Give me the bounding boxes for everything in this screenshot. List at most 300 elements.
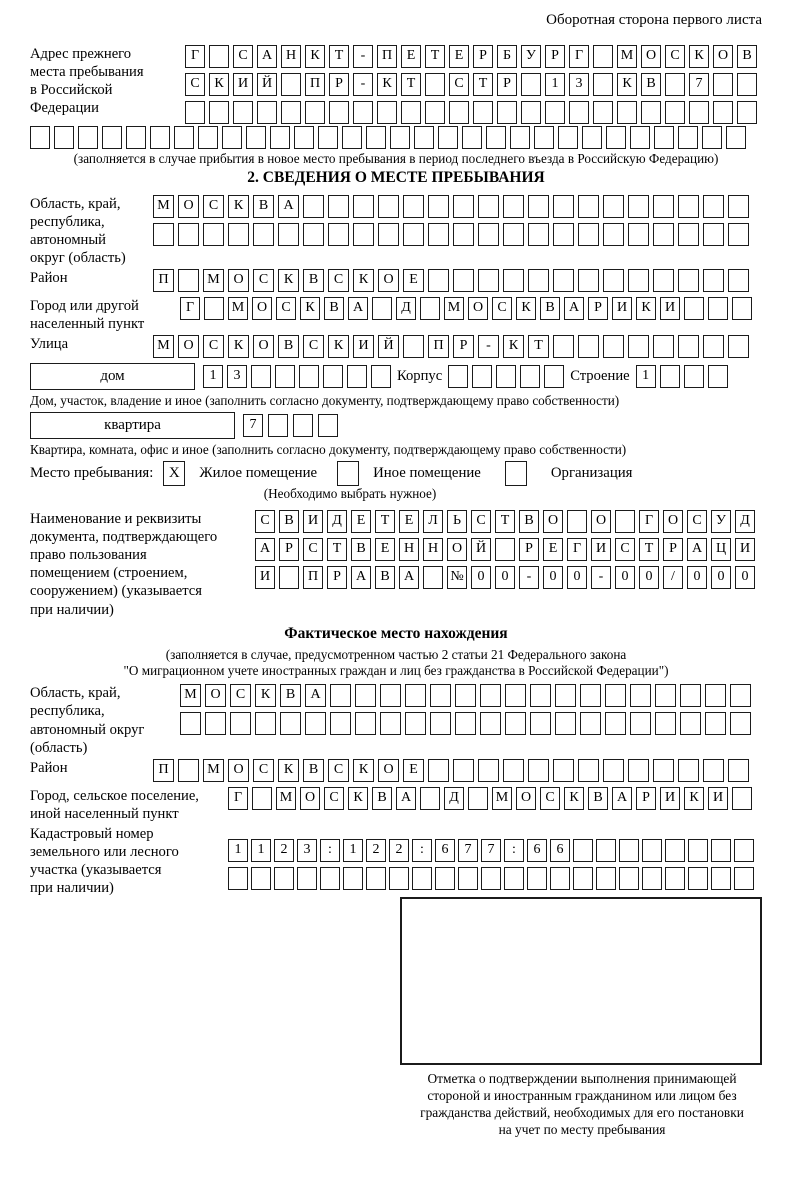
char-cell[interactable]: 7 bbox=[689, 73, 709, 96]
char-cell[interactable]: Р bbox=[519, 538, 539, 561]
char-cell[interactable]: К bbox=[617, 73, 637, 96]
char-cell[interactable]: Г bbox=[567, 538, 587, 561]
char-cell[interactable]: М bbox=[228, 297, 248, 320]
char-cell[interactable] bbox=[453, 223, 474, 246]
char-cell[interactable] bbox=[534, 126, 554, 149]
char-cell[interactable] bbox=[503, 269, 524, 292]
char-cell[interactable]: Ь bbox=[447, 510, 467, 533]
char-cell[interactable]: К bbox=[689, 45, 709, 68]
char-cell[interactable]: Н bbox=[399, 538, 419, 561]
char-cell[interactable] bbox=[372, 297, 392, 320]
char-cell[interactable] bbox=[630, 126, 650, 149]
char-cell[interactable]: Г bbox=[180, 297, 200, 320]
char-cell[interactable]: Е bbox=[403, 269, 424, 292]
char-cell[interactable] bbox=[573, 867, 593, 890]
char-cell[interactable]: В bbox=[737, 45, 757, 68]
char-cell[interactable] bbox=[684, 365, 704, 388]
char-cell[interactable]: Й bbox=[471, 538, 491, 561]
char-cell[interactable]: 2 bbox=[366, 839, 386, 862]
char-cell[interactable] bbox=[555, 684, 576, 707]
char-cell[interactable]: И bbox=[660, 787, 680, 810]
char-cell[interactable]: А bbox=[348, 297, 368, 320]
char-cell[interactable]: С bbox=[233, 45, 253, 68]
char-cell[interactable] bbox=[688, 867, 708, 890]
char-cell[interactable] bbox=[553, 269, 574, 292]
char-cell[interactable]: 0 bbox=[567, 566, 587, 589]
char-cell[interactable] bbox=[734, 839, 754, 862]
char-cell[interactable] bbox=[593, 101, 613, 124]
char-cell[interactable] bbox=[303, 223, 324, 246]
char-cell[interactable] bbox=[328, 223, 349, 246]
char-cell[interactable] bbox=[279, 566, 299, 589]
char-cell[interactable]: А bbox=[351, 566, 371, 589]
char-cell[interactable]: 0 bbox=[615, 566, 635, 589]
char-cell[interactable]: Р bbox=[636, 787, 656, 810]
char-cell[interactable]: О bbox=[228, 269, 249, 292]
char-cell[interactable] bbox=[178, 223, 199, 246]
char-cell[interactable]: Ц bbox=[711, 538, 731, 561]
char-cell[interactable] bbox=[728, 269, 749, 292]
char-cell[interactable] bbox=[734, 867, 754, 890]
char-cell[interactable]: А bbox=[564, 297, 584, 320]
char-cell[interactable]: М bbox=[492, 787, 512, 810]
char-cell[interactable]: Б bbox=[497, 45, 517, 68]
char-cell[interactable] bbox=[478, 759, 499, 782]
char-cell[interactable]: О bbox=[468, 297, 488, 320]
char-cell[interactable] bbox=[428, 759, 449, 782]
char-cell[interactable] bbox=[495, 538, 515, 561]
char-cell[interactable] bbox=[54, 126, 74, 149]
char-cell[interactable] bbox=[458, 867, 478, 890]
char-cell[interactable] bbox=[711, 839, 731, 862]
char-cell[interactable] bbox=[505, 684, 526, 707]
char-cell[interactable]: Д bbox=[327, 510, 347, 533]
char-cell[interactable]: О bbox=[178, 335, 199, 358]
char-cell[interactable] bbox=[593, 73, 613, 96]
char-cell[interactable]: А bbox=[612, 787, 632, 810]
char-cell[interactable]: В bbox=[540, 297, 560, 320]
char-cell[interactable] bbox=[550, 867, 570, 890]
char-cell[interactable]: С bbox=[328, 269, 349, 292]
char-cell[interactable] bbox=[448, 365, 468, 388]
char-cell[interactable] bbox=[380, 712, 401, 735]
char-cell[interactable] bbox=[102, 126, 122, 149]
char-cell[interactable] bbox=[678, 126, 698, 149]
char-cell[interactable]: - bbox=[519, 566, 539, 589]
char-cell[interactable]: О bbox=[300, 787, 320, 810]
char-cell[interactable]: Е bbox=[449, 45, 469, 68]
char-cell[interactable] bbox=[726, 126, 746, 149]
char-cell[interactable]: 7 bbox=[481, 839, 501, 862]
char-cell[interactable] bbox=[567, 510, 587, 533]
char-cell[interactable] bbox=[230, 712, 251, 735]
char-cell[interactable] bbox=[353, 195, 374, 218]
char-cell[interactable]: В bbox=[278, 335, 299, 358]
char-cell[interactable]: К bbox=[377, 73, 397, 96]
char-cell[interactable] bbox=[728, 195, 749, 218]
char-cell[interactable]: А bbox=[687, 538, 707, 561]
char-cell[interactable] bbox=[274, 867, 294, 890]
char-cell[interactable]: К bbox=[300, 297, 320, 320]
char-cell[interactable]: К bbox=[636, 297, 656, 320]
char-cell[interactable]: Й bbox=[378, 335, 399, 358]
char-cell[interactable] bbox=[275, 365, 295, 388]
char-cell[interactable] bbox=[678, 195, 699, 218]
char-cell[interactable]: С bbox=[203, 335, 224, 358]
char-cell[interactable] bbox=[578, 335, 599, 358]
char-cell[interactable] bbox=[353, 101, 373, 124]
char-cell[interactable] bbox=[642, 839, 662, 862]
char-cell[interactable]: Т bbox=[639, 538, 659, 561]
char-cell[interactable] bbox=[405, 684, 426, 707]
char-cell[interactable]: 3 bbox=[297, 839, 317, 862]
char-cell[interactable] bbox=[544, 365, 564, 388]
char-cell[interactable] bbox=[486, 126, 506, 149]
char-cell[interactable] bbox=[582, 126, 602, 149]
char-cell[interactable]: Е bbox=[399, 510, 419, 533]
char-cell[interactable] bbox=[605, 684, 626, 707]
char-cell[interactable]: 1 bbox=[251, 839, 271, 862]
char-cell[interactable]: 1 bbox=[545, 73, 565, 96]
char-cell[interactable] bbox=[653, 223, 674, 246]
char-cell[interactable] bbox=[425, 73, 445, 96]
char-cell[interactable] bbox=[305, 101, 325, 124]
char-cell[interactable]: И bbox=[353, 335, 374, 358]
char-cell[interactable]: Г bbox=[228, 787, 248, 810]
char-cell[interactable] bbox=[528, 269, 549, 292]
other-premises-checkbox[interactable] bbox=[337, 461, 359, 486]
char-cell[interactable]: 6 bbox=[435, 839, 455, 862]
char-cell[interactable] bbox=[605, 712, 626, 735]
char-cell[interactable] bbox=[680, 712, 701, 735]
char-cell[interactable]: А bbox=[396, 787, 416, 810]
char-cell[interactable]: К bbox=[564, 787, 584, 810]
char-cell[interactable] bbox=[665, 839, 685, 862]
char-cell[interactable]: Р bbox=[588, 297, 608, 320]
char-cell[interactable] bbox=[496, 365, 516, 388]
char-cell[interactable] bbox=[343, 867, 363, 890]
char-cell[interactable]: М bbox=[153, 335, 174, 358]
char-cell[interactable] bbox=[233, 101, 253, 124]
char-cell[interactable] bbox=[530, 712, 551, 735]
char-cell[interactable] bbox=[678, 335, 699, 358]
char-cell[interactable]: В bbox=[303, 759, 324, 782]
char-cell[interactable]: С bbox=[492, 297, 512, 320]
char-cell[interactable]: А bbox=[305, 684, 326, 707]
char-cell[interactable]: 1 bbox=[343, 839, 363, 862]
char-cell[interactable]: 2 bbox=[389, 839, 409, 862]
char-cell[interactable]: М bbox=[444, 297, 464, 320]
char-cell[interactable]: В bbox=[324, 297, 344, 320]
char-cell[interactable] bbox=[366, 867, 386, 890]
char-cell[interactable] bbox=[503, 195, 524, 218]
char-cell[interactable]: О bbox=[713, 45, 733, 68]
char-cell[interactable] bbox=[377, 101, 397, 124]
char-cell[interactable] bbox=[347, 365, 367, 388]
char-cell[interactable]: Т bbox=[425, 45, 445, 68]
char-cell[interactable]: Е bbox=[401, 45, 421, 68]
char-cell[interactable] bbox=[558, 126, 578, 149]
char-cell[interactable] bbox=[355, 684, 376, 707]
residential-checkbox[interactable]: X bbox=[163, 461, 185, 486]
char-cell[interactable]: М bbox=[180, 684, 201, 707]
char-cell[interactable] bbox=[527, 867, 547, 890]
char-cell[interactable] bbox=[619, 839, 639, 862]
char-cell[interactable] bbox=[689, 101, 709, 124]
char-cell[interactable] bbox=[596, 839, 616, 862]
char-cell[interactable]: 6 bbox=[550, 839, 570, 862]
char-cell[interactable]: С bbox=[230, 684, 251, 707]
char-cell[interactable]: : bbox=[504, 839, 524, 862]
char-cell[interactable] bbox=[580, 712, 601, 735]
char-cell[interactable] bbox=[251, 867, 271, 890]
char-cell[interactable] bbox=[480, 712, 501, 735]
char-cell[interactable]: 1 bbox=[636, 365, 656, 388]
char-cell[interactable] bbox=[303, 195, 324, 218]
char-cell[interactable] bbox=[472, 365, 492, 388]
char-cell[interactable]: Г bbox=[185, 45, 205, 68]
char-cell[interactable] bbox=[653, 335, 674, 358]
char-cell[interactable]: В bbox=[641, 73, 661, 96]
char-cell[interactable]: Т bbox=[329, 45, 349, 68]
char-cell[interactable] bbox=[553, 335, 574, 358]
char-cell[interactable] bbox=[153, 223, 174, 246]
char-cell[interactable] bbox=[688, 839, 708, 862]
char-cell[interactable]: О bbox=[447, 538, 467, 561]
char-cell[interactable]: С bbox=[328, 759, 349, 782]
char-cell[interactable] bbox=[603, 335, 624, 358]
char-cell[interactable] bbox=[728, 759, 749, 782]
char-cell[interactable]: П bbox=[305, 73, 325, 96]
char-cell[interactable]: О bbox=[252, 297, 272, 320]
char-cell[interactable] bbox=[713, 101, 733, 124]
char-cell[interactable] bbox=[703, 759, 724, 782]
char-cell[interactable]: К bbox=[328, 335, 349, 358]
char-cell[interactable] bbox=[320, 867, 340, 890]
char-cell[interactable] bbox=[520, 365, 540, 388]
char-cell[interactable]: 0 bbox=[543, 566, 563, 589]
char-cell[interactable]: Е bbox=[351, 510, 371, 533]
char-cell[interactable] bbox=[553, 759, 574, 782]
char-cell[interactable] bbox=[203, 223, 224, 246]
char-cell[interactable] bbox=[642, 867, 662, 890]
char-cell[interactable] bbox=[455, 712, 476, 735]
char-cell[interactable]: П bbox=[153, 269, 174, 292]
char-cell[interactable]: 3 bbox=[227, 365, 247, 388]
char-cell[interactable] bbox=[553, 223, 574, 246]
char-cell[interactable] bbox=[497, 101, 517, 124]
char-cell[interactable] bbox=[555, 712, 576, 735]
char-cell[interactable]: С bbox=[687, 510, 707, 533]
char-cell[interactable]: С bbox=[203, 195, 224, 218]
char-cell[interactable]: И bbox=[708, 787, 728, 810]
char-cell[interactable]: И bbox=[255, 566, 275, 589]
char-cell[interactable]: 0 bbox=[495, 566, 515, 589]
char-cell[interactable]: В bbox=[303, 269, 324, 292]
char-cell[interactable] bbox=[297, 867, 317, 890]
char-cell[interactable] bbox=[428, 269, 449, 292]
char-cell[interactable] bbox=[280, 712, 301, 735]
char-cell[interactable]: О bbox=[253, 335, 274, 358]
char-cell[interactable] bbox=[528, 759, 549, 782]
char-cell[interactable]: Н bbox=[423, 538, 443, 561]
char-cell[interactable] bbox=[481, 867, 501, 890]
char-cell[interactable] bbox=[630, 684, 651, 707]
char-cell[interactable]: П bbox=[153, 759, 174, 782]
char-cell[interactable] bbox=[150, 126, 170, 149]
char-cell[interactable]: К bbox=[278, 269, 299, 292]
char-cell[interactable] bbox=[703, 269, 724, 292]
char-cell[interactable] bbox=[510, 126, 530, 149]
char-cell[interactable] bbox=[366, 126, 386, 149]
char-cell[interactable]: Р bbox=[497, 73, 517, 96]
char-cell[interactable] bbox=[185, 101, 205, 124]
char-cell[interactable] bbox=[678, 223, 699, 246]
char-cell[interactable]: 0 bbox=[735, 566, 755, 589]
char-cell[interactable] bbox=[305, 712, 326, 735]
char-cell[interactable]: 3 bbox=[569, 73, 589, 96]
char-cell[interactable] bbox=[521, 73, 541, 96]
char-cell[interactable] bbox=[596, 867, 616, 890]
char-cell[interactable] bbox=[328, 195, 349, 218]
char-cell[interactable] bbox=[578, 759, 599, 782]
char-cell[interactable]: - bbox=[591, 566, 611, 589]
char-cell[interactable] bbox=[270, 126, 290, 149]
char-cell[interactable] bbox=[438, 126, 458, 149]
char-cell[interactable]: Р bbox=[545, 45, 565, 68]
char-cell[interactable] bbox=[528, 223, 549, 246]
char-cell[interactable]: М bbox=[276, 787, 296, 810]
char-cell[interactable]: Н bbox=[281, 45, 301, 68]
char-cell[interactable] bbox=[653, 195, 674, 218]
char-cell[interactable] bbox=[678, 269, 699, 292]
char-cell[interactable] bbox=[330, 712, 351, 735]
char-cell[interactable]: 0 bbox=[711, 566, 731, 589]
char-cell[interactable]: О bbox=[178, 195, 199, 218]
char-cell[interactable] bbox=[389, 867, 409, 890]
char-cell[interactable]: О bbox=[543, 510, 563, 533]
char-cell[interactable]: В bbox=[519, 510, 539, 533]
char-cell[interactable]: О bbox=[228, 759, 249, 782]
char-cell[interactable]: И bbox=[612, 297, 632, 320]
char-cell[interactable] bbox=[578, 195, 599, 218]
char-cell[interactable] bbox=[30, 126, 50, 149]
char-cell[interactable] bbox=[403, 223, 424, 246]
char-cell[interactable] bbox=[630, 712, 651, 735]
char-cell[interactable]: Г bbox=[639, 510, 659, 533]
char-cell[interactable]: В bbox=[588, 787, 608, 810]
char-cell[interactable] bbox=[329, 101, 349, 124]
char-cell[interactable] bbox=[653, 269, 674, 292]
char-cell[interactable]: В bbox=[253, 195, 274, 218]
char-cell[interactable]: № bbox=[447, 566, 467, 589]
char-cell[interactable]: О bbox=[591, 510, 611, 533]
char-cell[interactable]: П bbox=[377, 45, 397, 68]
char-cell[interactable] bbox=[253, 223, 274, 246]
char-cell[interactable] bbox=[205, 712, 226, 735]
char-cell[interactable] bbox=[504, 867, 524, 890]
char-cell[interactable] bbox=[713, 73, 733, 96]
char-cell[interactable] bbox=[708, 297, 728, 320]
char-cell[interactable]: В bbox=[375, 566, 395, 589]
char-cell[interactable]: Р bbox=[329, 73, 349, 96]
char-cell[interactable] bbox=[680, 684, 701, 707]
char-cell[interactable] bbox=[615, 510, 635, 533]
char-cell[interactable] bbox=[178, 269, 199, 292]
char-cell[interactable] bbox=[703, 195, 724, 218]
char-cell[interactable] bbox=[126, 126, 146, 149]
char-cell[interactable]: С bbox=[255, 510, 275, 533]
char-cell[interactable] bbox=[453, 195, 474, 218]
char-cell[interactable]: - bbox=[478, 335, 499, 358]
char-cell[interactable]: В bbox=[372, 787, 392, 810]
char-cell[interactable] bbox=[468, 787, 488, 810]
char-cell[interactable]: М bbox=[203, 759, 224, 782]
char-cell[interactable] bbox=[378, 195, 399, 218]
char-cell[interactable] bbox=[257, 101, 277, 124]
char-cell[interactable]: Т bbox=[495, 510, 515, 533]
char-cell[interactable] bbox=[603, 269, 624, 292]
char-cell[interactable]: О bbox=[663, 510, 683, 533]
char-cell[interactable] bbox=[705, 684, 726, 707]
char-cell[interactable]: С bbox=[303, 538, 323, 561]
char-cell[interactable]: О bbox=[516, 787, 536, 810]
char-cell[interactable] bbox=[430, 712, 451, 735]
char-cell[interactable] bbox=[480, 684, 501, 707]
char-cell[interactable] bbox=[573, 839, 593, 862]
char-cell[interactable]: Р bbox=[473, 45, 493, 68]
char-cell[interactable] bbox=[665, 867, 685, 890]
char-cell[interactable]: - bbox=[353, 45, 373, 68]
char-cell[interactable]: 7 bbox=[458, 839, 478, 862]
char-cell[interactable] bbox=[453, 759, 474, 782]
char-cell[interactable]: О bbox=[378, 269, 399, 292]
char-cell[interactable]: 0 bbox=[471, 566, 491, 589]
char-cell[interactable] bbox=[268, 414, 288, 437]
char-cell[interactable]: К bbox=[228, 195, 249, 218]
char-cell[interactable]: Л bbox=[423, 510, 443, 533]
char-cell[interactable]: Р bbox=[327, 566, 347, 589]
char-cell[interactable]: Е bbox=[375, 538, 395, 561]
char-cell[interactable] bbox=[473, 101, 493, 124]
char-cell[interactable] bbox=[330, 684, 351, 707]
char-cell[interactable]: М bbox=[617, 45, 637, 68]
char-cell[interactable] bbox=[665, 73, 685, 96]
char-cell[interactable] bbox=[323, 365, 343, 388]
char-cell[interactable]: А bbox=[255, 538, 275, 561]
char-cell[interactable]: С bbox=[253, 269, 274, 292]
char-cell[interactable] bbox=[414, 126, 434, 149]
char-cell[interactable] bbox=[251, 365, 271, 388]
char-cell[interactable] bbox=[655, 712, 676, 735]
char-cell[interactable]: С bbox=[324, 787, 344, 810]
char-cell[interactable] bbox=[428, 223, 449, 246]
char-cell[interactable]: А bbox=[257, 45, 277, 68]
char-cell[interactable] bbox=[711, 867, 731, 890]
char-cell[interactable] bbox=[281, 73, 301, 96]
char-cell[interactable] bbox=[521, 101, 541, 124]
char-cell[interactable]: У bbox=[711, 510, 731, 533]
char-cell[interactable] bbox=[318, 414, 338, 437]
char-cell[interactable] bbox=[378, 223, 399, 246]
char-cell[interactable] bbox=[702, 126, 722, 149]
char-cell[interactable]: С bbox=[471, 510, 491, 533]
char-cell[interactable]: С bbox=[253, 759, 274, 782]
char-cell[interactable]: К bbox=[228, 335, 249, 358]
char-cell[interactable] bbox=[390, 126, 410, 149]
char-cell[interactable] bbox=[619, 867, 639, 890]
char-cell[interactable]: С bbox=[185, 73, 205, 96]
